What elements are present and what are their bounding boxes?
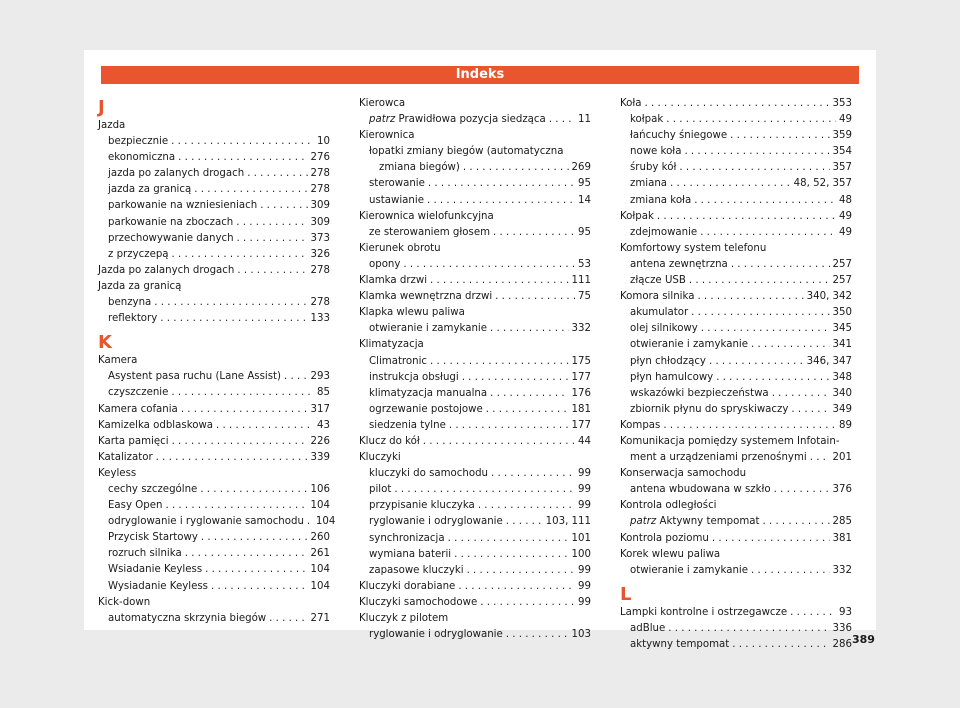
entry-heading: Kick-down <box>98 596 151 608</box>
index-entry: Klamka drzwi . . . 111 <box>359 273 591 289</box>
index-subentry: rozruch silnika . . . 261 <box>98 546 330 562</box>
index-subentry: złącze USB . . . 257 <box>620 273 852 289</box>
index-subentry: kołpak . . . 49 <box>620 112 852 128</box>
index-subentry: zbiornik płynu do spryskiwaczy . . . 349 <box>620 402 852 418</box>
entry-heading: Komunikacja pomiędzy systemem Infotain- <box>620 435 840 447</box>
index-entry: Komora silnika . . . 340, 342 <box>620 289 852 305</box>
index-subentry: zmiana biegów) . . . 269 <box>359 160 591 176</box>
index-subentry: zapasowe kluczyki . . . 99 <box>359 563 591 579</box>
index-subentry: otwieranie i zamykanie . . . 341 <box>620 337 852 353</box>
index-subentry: wskazówki bezpieczeństwa . . . 340 <box>620 386 852 402</box>
index-subentry: łańcuchy śniegowe . . . 359 <box>620 128 852 144</box>
index-entry: Kamera cofania . . . 317 <box>98 402 330 418</box>
index-subentry: z przyczepą . . . 326 <box>98 247 330 263</box>
section-letter-l: L <box>620 583 632 605</box>
index-subentry: Easy Open . . . 104 <box>98 498 330 514</box>
section-letter-k: K <box>98 332 112 354</box>
index-subentry: antena wbudowana w szkło . . . 376 <box>620 482 852 498</box>
index-subentry: pilot . . . 99 <box>359 482 591 498</box>
entry-heading: Kluczyk z pilotem <box>359 613 449 624</box>
index-entry: Lampki kontrolne i ostrzegawcze . . . 93 <box>620 605 852 621</box>
index-subentry: automatyczna skrzynia biegów . . . 271 <box>98 611 330 627</box>
entry-heading: Kamera <box>98 355 138 367</box>
index-entry: Koła . . . 353 <box>620 96 852 112</box>
index-subentry: płyn hamulcowy . . . 348 <box>620 370 852 386</box>
entry-heading: Kierownica <box>359 130 415 142</box>
index-subentry: Climatronic . . . 175 <box>359 354 591 370</box>
entry-heading: Kierowca <box>359 98 406 109</box>
entry-heading: Jazda <box>98 120 126 131</box>
index-subentry: patrz Aktywny tempomat . . . 285 <box>620 514 852 530</box>
index-subentry: zdejmowanie . . . 49 <box>620 225 852 241</box>
index-subentry: bezpiecznie . . . 10 <box>98 134 330 150</box>
index-subentry: ryglowanie i odryglowanie . . . 103, 111 <box>359 514 591 530</box>
index-subentry: adBlue . . . 336 <box>620 621 852 637</box>
entry-heading: Kierunek obrotu <box>359 242 441 254</box>
index-subentry: kluczyki do samochodu . . . 99 <box>359 466 591 482</box>
index-subentry: jazda po zalanych drogach . . . 278 <box>98 166 330 182</box>
index-subentry: opony . . . 53 <box>359 257 591 273</box>
index-subentry: antena zewnętrzna . . . 257 <box>620 257 852 273</box>
index-subentry: siedzenia tylne . . . 177 <box>359 418 591 434</box>
entry-heading: Komfortowy system telefonu <box>620 242 767 254</box>
index-subentry: cechy szczególne . . . 106 <box>98 482 330 498</box>
index-subentry: Wysiadanie Keyless . . . 104 <box>98 579 330 595</box>
index-subentry: przypisanie kluczyka . . . 99 <box>359 498 591 514</box>
index-subentry: płyn chłodzący . . . 346, 347 <box>620 354 852 370</box>
index-subentry: ryglowanie i odryglowanie . . . 103 <box>359 627 591 643</box>
index-subentry: synchronizacja . . . 101 <box>359 531 591 547</box>
index-column-3 <box>620 96 852 653</box>
index-subentry: sterowanie . . . 95 <box>359 176 591 192</box>
index-subentry: zmiana koła . . . 48 <box>620 193 852 209</box>
index-entry: Kamizelka odblaskowa . . . 43 <box>98 418 330 434</box>
index-subentry: aktywny tempomat . . . 286 <box>620 637 852 653</box>
page-number: 389 <box>852 633 875 646</box>
entry-heading: Kierownica wielofunkcyjna <box>359 210 494 222</box>
index-subentry: otwieranie i zamykanie . . . 332 <box>359 321 591 337</box>
entry-heading: Korek wlewu paliwa <box>620 548 721 560</box>
index-column-2 <box>359 96 591 643</box>
entry-heading: Kontrola odległości <box>620 500 717 512</box>
index-subentry: patrz Prawidłowa pozycja siedząca . . . 11 <box>359 112 591 128</box>
index-subentry: ment a urządzeniami przenośnymi . . . 201 <box>620 450 852 466</box>
index-subentry: ogrzewanie postojowe . . . 181 <box>359 402 591 418</box>
index-entry: Klamka wewnętrzna drzwi . . . 75 <box>359 289 591 305</box>
index-subentry: nowe koła . . . 354 <box>620 144 852 160</box>
index-entry: Kompas . . . 89 <box>620 418 852 434</box>
entry-heading: Kluczyki <box>359 452 401 464</box>
index-subentry: Asystent pasa ruchu (Lane Assist) . . . 293 <box>98 369 330 385</box>
index-subentry: parkowanie na wzniesieniach . . . 309 <box>98 198 330 214</box>
index-subentry: śruby kół . . . 357 <box>620 160 852 176</box>
index-entry: Kołpak . . . 49 <box>620 209 852 225</box>
index-subentry: Wsiadanie Keyless . . . 104 <box>98 562 330 578</box>
index-subentry: reflektory . . . 133 <box>98 311 330 327</box>
index-entry: Kluczyki dorabiane . . . 99 <box>359 579 591 595</box>
index-subentry: Przycisk Startowy . . . 260 <box>98 530 330 546</box>
index-subentry: ekonomiczna . . . 276 <box>98 150 330 166</box>
index-header: Indeks <box>101 66 859 84</box>
index-subentry: parkowanie na zboczach . . . 309 <box>98 215 330 231</box>
entry-heading: Konserwacja samochodu <box>620 468 747 480</box>
entry-heading: Klapka wlewu paliwa <box>359 307 465 319</box>
index-entry: Jazda po zalanych drogach . . . 278 <box>98 263 330 279</box>
index-entry: Kluczyki samochodowe . . . 99 <box>359 595 591 611</box>
index-subentry: otwieranie i zamykanie . . . 332 <box>620 563 852 579</box>
index-subentry: ze sterowaniem głosem . . . 95 <box>359 225 591 241</box>
index-subentry: zmiana . . . 48, 52, 357 <box>620 176 852 192</box>
section-letter-j: J <box>98 97 105 118</box>
index-subentry: przechowywanie danych . . . 373 <box>98 231 330 247</box>
index-entry: Kontrola poziomu . . . 381 <box>620 531 852 547</box>
index-subentry-line: łopatki zmiany biegów (automatyczna <box>369 146 564 158</box>
index-subentry: jazda za granicą . . . 278 <box>98 182 330 198</box>
index-entry: Katalizator . . . 339 <box>98 450 330 466</box>
index-subentry: klimatyzacja manualna . . . 176 <box>359 386 591 402</box>
index-subentry: odryglowanie i ryglowanie samochodu . . . 104 <box>98 514 330 530</box>
index-subentry: benzyna . . . 278 <box>98 295 330 311</box>
entry-heading: Klimatyzacja <box>359 339 424 351</box>
index-entry: Klucz do kół . . . 44 <box>359 434 591 450</box>
index-entry: Karta pamięci . . . 226 <box>98 434 330 450</box>
entry-heading: Keyless <box>98 467 137 479</box>
index-column-1 <box>98 96 336 627</box>
entry-heading: Jazda za granicą <box>98 280 182 292</box>
index-subentry: ustawianie . . . 14 <box>359 193 591 209</box>
index-subentry: wymiana baterii . . . 100 <box>359 547 591 563</box>
index-subentry: akumulator . . . 350 <box>620 305 852 321</box>
index-subentry: olej silnikowy . . . 345 <box>620 321 852 337</box>
index-subentry: instrukcja obsługi . . . 177 <box>359 370 591 386</box>
index-subentry: czyszczenie . . . 85 <box>98 385 330 401</box>
